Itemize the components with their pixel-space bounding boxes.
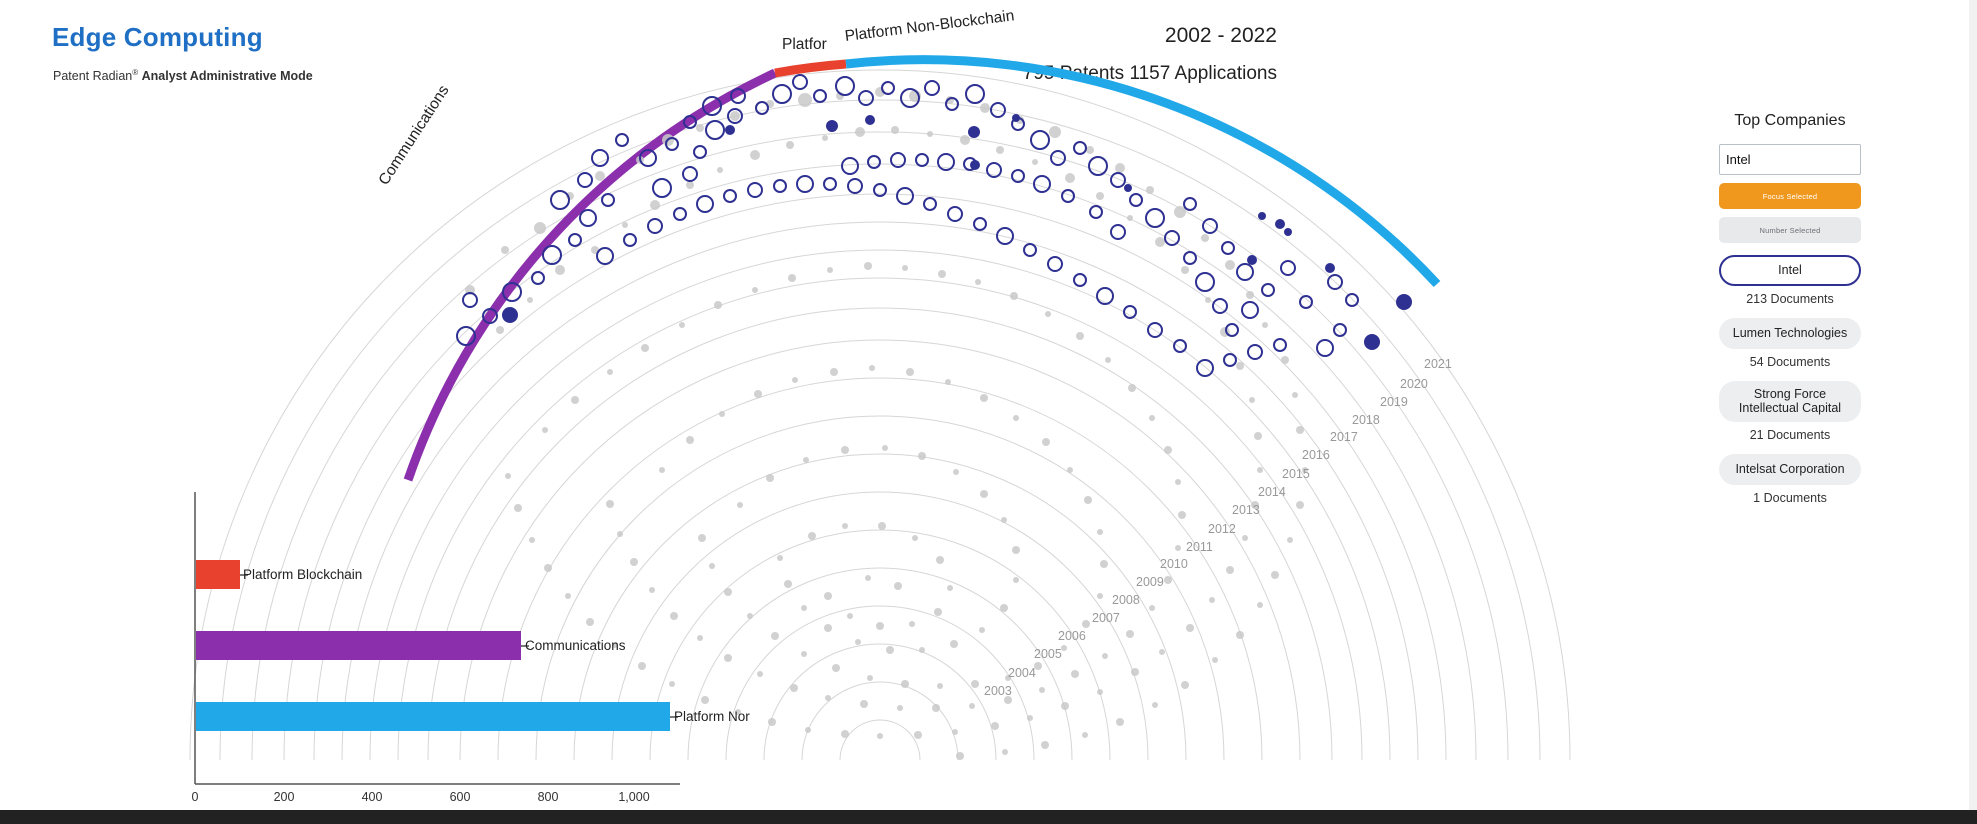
company-docs-lumen-technologies: 54 Documents — [1749, 355, 1831, 369]
mode-label: Analyst Administrative Mode — [141, 69, 313, 84]
x-tick-200: 200 — [273, 790, 295, 804]
svg-text:2012: 2012 — [1208, 522, 1236, 536]
svg-text:2016: 2016 — [1302, 448, 1330, 462]
arc-label-platform-blockchain: Platfor — [782, 36, 827, 53]
window-bottom-bar — [0, 810, 1977, 824]
svg-text:2015: 2015 — [1282, 467, 1310, 481]
date-range: 2002 - 2022 — [1164, 24, 1277, 47]
company-docs-intelsat-corporation: 1 Documents — [1753, 490, 1827, 505]
x-tick-400: 400 — [361, 790, 383, 804]
category-bar-chart[interactable] — [0, 0, 760, 824]
bar-communications[interactable] — [196, 631, 521, 660]
svg-text:2003: 2003 — [984, 684, 1012, 698]
year-tick-labels — [984, 357, 1452, 698]
svg-text:2005: 2005 — [1034, 647, 1062, 661]
company-search-value: Intel — [1726, 152, 1751, 167]
focus-selected-button[interactable]: Focus Selected — [1719, 183, 1861, 209]
svg-text:2006: 2006 — [1058, 629, 1086, 643]
company-item-lumen-technologies[interactable]: Lumen Technologies — [1719, 318, 1861, 349]
company-search-input[interactable] — [1719, 144, 1861, 175]
arc-platform-nonblockchain — [846, 60, 1437, 284]
company-docs-intel: 213 Documents — [1746, 292, 1834, 306]
svg-text:2013: 2013 — [1232, 503, 1260, 517]
company-item-intelsat-corporation[interactable]: Intelsat Corporation — [1719, 454, 1861, 485]
svg-text:2019: 2019 — [1380, 395, 1408, 409]
x-tick-600: 600 — [449, 790, 471, 804]
top-companies-panel — [1640, 112, 1940, 505]
svg-text:2014: 2014 — [1258, 485, 1286, 499]
svg-text:2020: 2020 — [1400, 377, 1428, 391]
panel-title: Top Companies — [1734, 112, 1846, 129]
svg-text:2008: 2008 — [1112, 593, 1140, 607]
bar-platform-nonblockchain[interactable] — [196, 702, 670, 731]
registered-mark: ® — [132, 68, 139, 77]
x-tick-0: 0 — [191, 790, 199, 804]
x-tick-800: 800 — [537, 790, 559, 804]
arc-label-platform-nonblockchain: Platform Non-Blockchain — [843, 7, 1016, 45]
svg-text:2007: 2007 — [1092, 611, 1120, 625]
bar-label-platform-blockchain: Platform Blockchain — [243, 567, 363, 582]
number-selected-button[interactable]: Number Selected — [1719, 217, 1861, 243]
svg-text:2017: 2017 — [1330, 430, 1358, 444]
vertical-scrollbar[interactable] — [1969, 0, 1977, 824]
bar-platform-blockchain[interactable] — [196, 560, 240, 589]
svg-text:2021: 2021 — [1424, 357, 1452, 371]
product-name: Patent Radian — [53, 69, 133, 84]
bar-label-communications: Communications — [525, 638, 626, 653]
arc-label-communications: Communications — [375, 82, 453, 189]
company-item-strong-force-intellectual-capital[interactable]: Strong Force Intellectual Capital — [1719, 381, 1861, 422]
company-item-intel[interactable]: Intel — [1719, 255, 1861, 286]
company-docs-strong-force-intellectual-capital: 21 Documents — [1749, 427, 1831, 442]
svg-text:2009: 2009 — [1136, 575, 1164, 589]
page-title: Edge Computing — [52, 22, 263, 52]
svg-text:2018: 2018 — [1352, 413, 1380, 427]
svg-text:2011: 2011 — [1186, 540, 1213, 554]
svg-text:2004: 2004 — [1008, 666, 1036, 680]
document-counts: 795 Patents 1157 Applications — [1022, 63, 1277, 84]
x-tick-1000: 1,000 — [618, 790, 650, 804]
bar-label-platform-nonblockchain: Platform Nor — [674, 709, 750, 724]
svg-text:2010: 2010 — [1160, 557, 1188, 571]
